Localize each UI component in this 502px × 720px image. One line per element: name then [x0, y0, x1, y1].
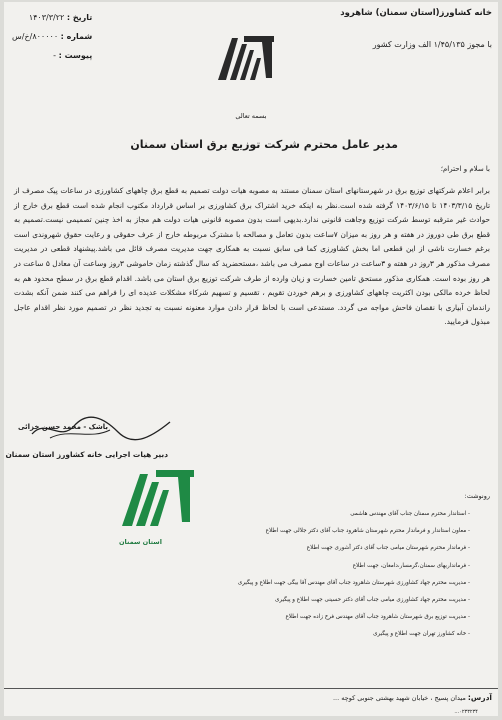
signatory-title: دبیر هیات اجرایی خانه کشاورز استان سمنان [5, 450, 168, 459]
letterhead-org [340, 8, 492, 49]
stamp-text: استان سمنان [119, 538, 162, 546]
cc-item: - استاندار محترم سمنان جناب آقای مهندس هاشمی [350, 511, 470, 517]
cc-item: - مدیریت محترم جهاد کشاورزی میامی جناب آقای دکتر حسینی جهت اطلاع و پیگیری [275, 596, 470, 603]
signatory-name: باشک - محمد حسن خزائی [17, 423, 108, 431]
footer-address [333, 693, 492, 702]
cc-list [238, 506, 470, 644]
attachment-row [12, 46, 92, 65]
address-text: میدان پسیج ، خیابان شهید بهشتی جنوبی کوچه ... [332, 694, 466, 702]
organization-logo [214, 30, 278, 84]
number-row [12, 27, 92, 46]
date-row [12, 8, 92, 27]
cc-item: - فرمانداریهای سمنان،گرمسار،دامغان، جهت اطلاع [352, 562, 470, 569]
date-label: تاریخ : [66, 13, 93, 22]
cc-item: - معاون استاندار و فرماندار محترم شهرستان شاهرود جناب آقای دکتر جلالی جهت اطلاع [265, 528, 470, 535]
cc-item: - مدیریت توزیع برق شهرستان شاهرود جناب آقای مهندس فرخ زاده جهت اطلاع [285, 614, 470, 621]
cc-item: - فرماندار محترم شهرستان میامی جناب آقای دکتر آشوری جهت اطلاع [306, 545, 470, 552]
date-value: ۱۴۰۳/۳/۲۲ [28, 13, 65, 22]
letter-meta [12, 8, 92, 65]
license-line: با مجوز ۱/۴۵/۱۳۵ الف وزارت کشور [372, 40, 492, 49]
number-value: ۸۰۰۰۰۰/خ/س [12, 32, 59, 41]
bismillah: بسمه تعالی [235, 112, 267, 120]
attachment-label: پیوست : [58, 51, 93, 60]
org-name: خانه کشاورز [439, 8, 492, 18]
addressee: مدیر عامل محترم شرکت توزیع برق استان سمنان [130, 138, 398, 151]
org-suffix: (استان سمنان) شاهرود [340, 8, 440, 18]
organization-stamp [114, 466, 198, 530]
letter-footer [4, 688, 498, 716]
number-label: شماره : [60, 32, 93, 41]
address-label: آدرس: [467, 693, 492, 702]
letter-page [4, 2, 498, 716]
footer-contact: ۰۲۳۳۲۳۴... [454, 709, 478, 715]
attachment-value: - [53, 51, 57, 60]
letter-body: برابر اعلام شرکتهای توزیع برق در شهرستانهای استان سمنان مستند به مصوبه هیات دولت تصمیم به قطع برق چاههای کشاورزی در ساعات پیک مصرف از تاریخ ۱۴۰۳/۳/۱۵ تا ۱۴۰۳/۶/۱۵ گرفته شده است.نظر به اینکه خرید اشتراک برق کشاورزی بر اساس قرارداد مکتوب انجام شده است قطع برق خارج از حوادث غیر مترقبه توسط شرکت توزیع وجاهت قانونی ندارد.بدیهی است بدون مصوبه قانونی هیات دولت هم مجاز به اخذ چنین تصمیمی نیست.تصمیم به قطع برق طی دوروز در هفته و هر روز به میزان ۷ساعت بدون تعامل و مصالحه با مشترک مربوطه خارج از عرف حقوقی و رعایت حقوق شهروندی است برغم خسارت ناشی از این قطعی اما بخش کشاورزی کما فی سابق نسبت به همکاری جهت مدیریت مصرف قائل می باشد.پیشنهاد قطعی در مدیریت مصرف مذکور هر ۳روز در هفته و ۳ساعت در ساعات اوج مصرف می باشد ،مستحضرید که سال گذشته زمان خاموشی ۳روز وساعت آن معادل ۵ ساعت در هر روز بوده است. همکاری مذکور مستحق تامین خسارت و زیان وارده از طرف شرکت توزیع برق استان می باشد. اقدام قطع برق در سطح محدود هم به لحاظ خرده مالکی بودن اکثریت چاههای کشاورزی و برهم خوردن تقویم ، تقسیم و تسهیم شرکاء مشکلات عدیده ای را فراهم می کنند ضمن آنکه بشدت راندمان آبیاری با نقصان فاحش مواجه می گردد. مستدعی است با لحاظ قرار دادن موارد معنونه نسبت به تجدید نظر در تصمیم مورد نظر اقدام عاجل مبذول فرمایید. [14, 186, 491, 327]
cc-item: - خانه کشاورز تهران جهت اطلاع و پیگیری [373, 631, 470, 638]
cc-heading: رونوشت: [464, 492, 490, 500]
cc-item: - مدیریت محترم جهاد کشاورزی شهرستان شاهرود جناب آقای مهندس آقا بیگی جهت اطلاع و پیگیری [237, 579, 470, 586]
greeting: با سلام و احترام؛ [440, 165, 490, 173]
